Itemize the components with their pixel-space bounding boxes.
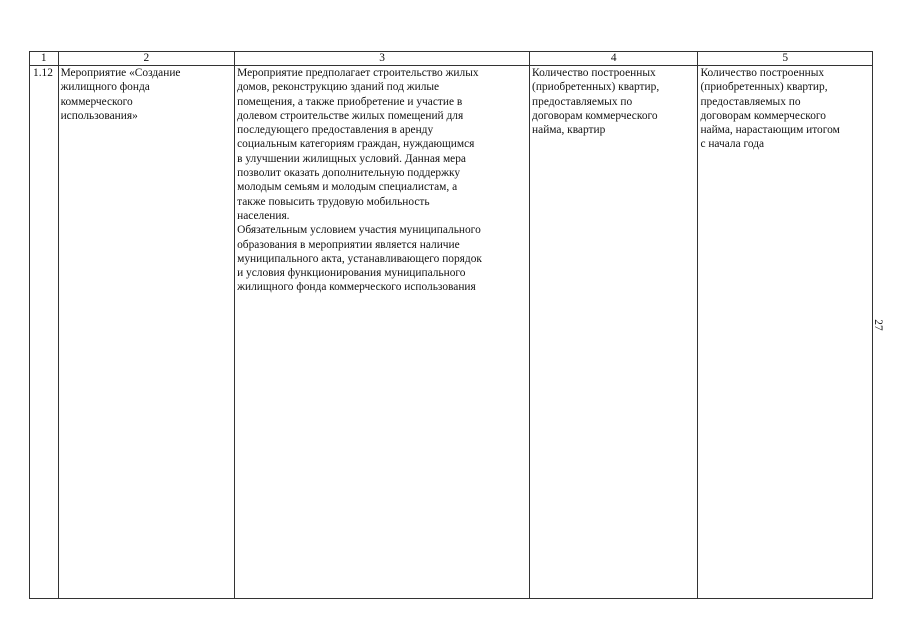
indicator-cell: Количество построенных (приобретенных) квартир, предоставляемых по договорам коммерческого найма, квартир: [530, 66, 698, 599]
column-number-3: 3: [235, 52, 530, 66]
page-number: 27: [872, 319, 884, 331]
event-description-cell: Мероприятие предполагает строительство жилых домов, реконструкцию зданий под жилые помещения, а также приобретение и участие в долевом строительстве жилых помещений для последующего предоставления в аренду социальным категориям граждан, нуждающимся в улучшении жилищных условий. Данная мера позволит оказать дополнительную поддержку молодым семьям и молодым специалистам, а также повысить трудовую мобильность населения. Обязательным условием участия муниципального образования в мероприятии является наличие муниципального акта, устанавливающего порядок и условия функционирования муниципального жилищного фонда коммерческого использования: [235, 66, 530, 599]
column-number-row: [30, 52, 873, 66]
measures-table: [29, 51, 873, 599]
table-row: [30, 66, 873, 599]
column-number-1: 1: [30, 52, 59, 66]
event-name-cell: Мероприятие «Создание жилищного фонда коммерческого использования»: [58, 66, 235, 599]
indicator-cumulative-cell: Количество построенных (приобретенных) квартир, предоставляемых по договорам коммерческого найма, нарастающим итогом с начала года: [698, 66, 873, 599]
column-number-2: 2: [58, 52, 235, 66]
row-number: 1.12: [30, 66, 59, 599]
column-number-4: 4: [530, 52, 698, 66]
column-number-5: 5: [698, 52, 873, 66]
